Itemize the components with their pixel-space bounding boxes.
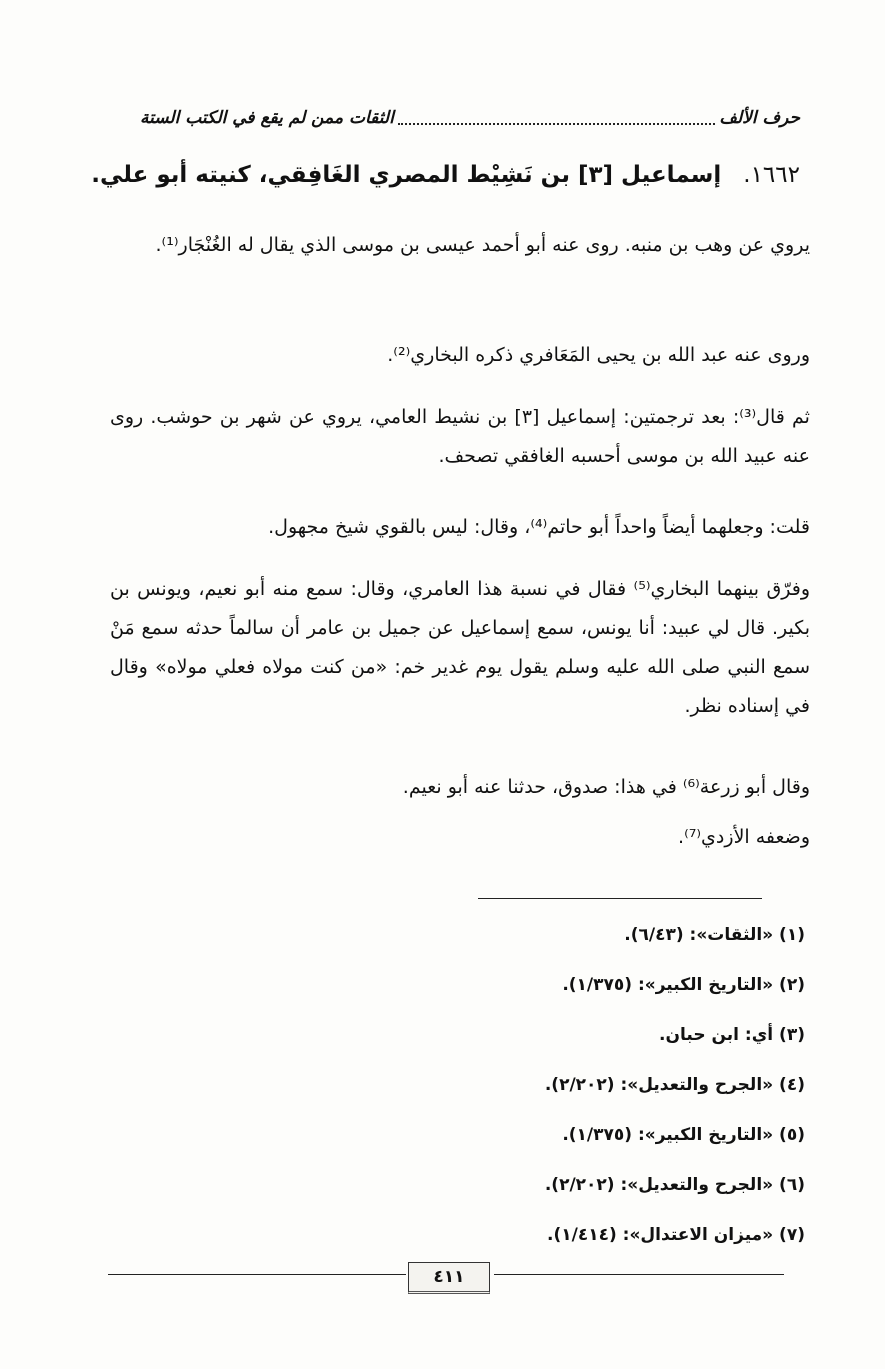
- footnote-1: (١) «الثقات»: (٦/٤٣).: [624, 925, 805, 945]
- paragraph-4: قلت: وجعلهما أيضاً واحداً أبو حاتم⁽⁴⁾، وقال: ليس بالقوي شيخ مجهول.: [268, 516, 810, 538]
- paragraph-6: وقال أبو زرعة⁽⁶⁾ في هذا: صدوق، حدثنا عنه أبو نعيم.: [402, 776, 810, 798]
- footnote-2: (٢) «التاريخ الكبير»: (١/٣٧٥).: [562, 975, 805, 995]
- paragraph-5: وفرّق بينهما البخاري⁽⁵⁾ فقال في نسبة هذا العامري، وقال: سمع منه أبو نعيم، ويونس بن بكير. قال لي عبيد: أنا يونس، سمع إسماعيل عن جميل بن عامر أن سالماً حدثه سمع مَنْ سمع النبي صلى الله عليه وسلم يقول يوم غدير خم: «من كنت مولاه فعلي مولاه» وقال في إسناده نظر.: [110, 578, 810, 717]
- paragraph-7: وضعفه الأزدي⁽⁷⁾.: [678, 826, 810, 848]
- running-header: [140, 108, 800, 128]
- footnote-6: (٦) «الجرح والتعديل»: (٢/٢٠٢).: [544, 1175, 805, 1195]
- entry-heading: [91, 162, 800, 188]
- footnote-7: (٧) «ميزان الاعتدال»: (١/٤١٤).: [547, 1225, 805, 1245]
- paragraph-1: يروي عن وهب بن منبه. روى عنه أبو أحمد عيسى بن موسى الذي يقال له الغُنْجَار⁽¹⁾.: [155, 234, 810, 256]
- header-chapter: حرف الألف: [719, 108, 800, 128]
- header-book-title: الثقات ممن لم يقع في الكتب الستة: [140, 108, 394, 128]
- header-leader-dots: [398, 111, 716, 125]
- paragraph-3: ثم قال⁽³⁾: بعد ترجمتين: إسماعيل [٣] بن نشيط العامي، يروي عن شهر بن حوشب. روى عنه عبيد الله بن موسى أحسبه الغافقي تصحف.: [110, 406, 810, 467]
- entry-name: إسماعيل [٣] بن نَشِيْط المصري الغَافِقي، كنيته أبو علي.: [91, 162, 722, 188]
- page-footer: [108, 1262, 784, 1302]
- footnote-5: (٥) «التاريخ الكبير»: (١/٣٧٥).: [562, 1125, 805, 1145]
- footnote-separator: [478, 898, 762, 899]
- entry-number: ١٦٦٢.: [743, 162, 800, 188]
- footnote-4: (٤) «الجرح والتعديل»: (٢/٢٠٢).: [544, 1075, 805, 1095]
- footer-rule-right: [494, 1274, 784, 1275]
- footnotes: [300, 912, 805, 1262]
- page-number: ٤١١: [408, 1262, 490, 1294]
- footer-rule-left: [108, 1274, 406, 1275]
- footnote-3: (٣) أي: ابن حبان.: [659, 1025, 805, 1045]
- paragraph-2: وروى عنه عبد الله بن يحيى المَعَافري ذكره البخاري⁽²⁾.: [387, 344, 810, 366]
